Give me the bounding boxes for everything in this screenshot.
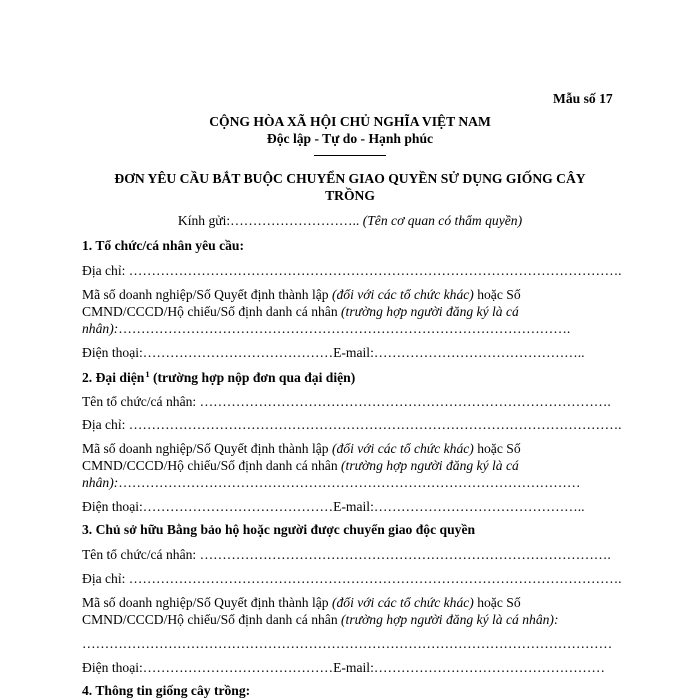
header-divider (314, 155, 386, 156)
form-title-line1: ĐƠN YÊU CẦU BẮT BUỘC CHUYỂN GIAO QUYỀN SỬ DỤNG GIỐNG CÂY (114, 171, 586, 186)
recipient-line (0, 213, 700, 229)
section3-phone-email: Điện thoại:……………………………………E-mail:…………………………………………… (82, 660, 605, 675)
section3-id-line2-text: CMND/CCCD/Hộ chiếu/Số định danh cá nhân (82, 612, 342, 627)
section2-id-line1-text: Mã số doanh nghiệp/Số Quyết định thành lập (82, 441, 332, 456)
section2-name: Tên tổ chức/cá nhân: ………………………………………………………………………………. (82, 394, 611, 409)
section1-id-dots: ………………………………………………………………………………………. (118, 321, 571, 336)
section1-id-line2-text: CMND/CCCD/Hộ chiếu/Số định danh cá nhân (82, 304, 342, 319)
section2-heading-rest: (trường hợp nộp đơn qua đại diện) (149, 370, 356, 385)
section3-name: Tên tổ chức/cá nhân: ………………………………………………………………………………. (82, 547, 611, 562)
section1-id-line1-end: hoặc Số (473, 287, 521, 302)
section2-heading-text: 2. Đại diện (82, 370, 145, 385)
recipient-label: Kính gửi:……………………….. (177, 213, 363, 228)
section2-id-line3-note: nhân): (82, 475, 119, 490)
section2-id-line2 (82, 458, 519, 474)
section1-id-line1-text: Mã số doanh nghiệp/Số Quyết định thành lập (82, 287, 332, 302)
national-motto: Độc lập - Tự do - Hạnh phúc (266, 131, 434, 146)
section3-id-line2 (82, 612, 558, 628)
section3-id-line1-end: hoặc Số (473, 595, 521, 610)
section3-address: Địa chỉ: ………………………………………………………………………………………………. (82, 571, 622, 586)
section1-id-line2 (82, 304, 519, 320)
section3-id-line2-note: (trường hợp người đăng ký là cá nhân): (341, 612, 559, 627)
section1-id-line1-note: (đối với các tổ chức khác) (331, 287, 474, 302)
section1-phone-email: Điện thoại:……………………………………E-mail:……………………………………….. (82, 345, 585, 360)
form-title-line2: TRỒNG (325, 188, 375, 203)
section3-heading: 3. Chủ sở hữu Bằng bảo hộ hoặc người được chuyển giao độc quyền (82, 522, 476, 537)
section4-heading: 4. Thông tin giống cây trồng: (82, 683, 251, 698)
section2-id-line2-text: CMND/CCCD/Hộ chiếu/Số định danh cá nhân (82, 458, 342, 473)
section1-id-line3 (82, 321, 570, 337)
footnote-marker: 1 (145, 369, 150, 379)
section2-id-dots: ………………………………………………………………………………………… (118, 475, 581, 490)
section2-id-line1 (82, 441, 521, 457)
national-title: CỘNG HÒA XÃ HỘI CHỦ NGHĨA VIỆT NAM (209, 114, 491, 129)
section2-heading (82, 369, 355, 386)
section1-id-line1 (82, 287, 521, 303)
section2-address: Địa chỉ: ………………………………………………………………………………………………. (82, 417, 622, 432)
section3-id-line1-note: (đối với các tổ chức khác) (331, 595, 474, 610)
section2-id-line1-note: (đối với các tổ chức khác) (331, 441, 474, 456)
form-number: Mẫu số 17 (553, 91, 613, 106)
section1-address: Địa chỉ: ………………………………………………………………………………………………. (82, 263, 622, 278)
section3-id-line1 (82, 595, 521, 611)
section2-id-line3 (82, 475, 580, 491)
section1-id-line2-note: (trường hợp người đăng ký là cá (341, 304, 519, 319)
section3-dots-line: ……………………………………………………………………………………………………… (82, 636, 613, 651)
section2-id-line2-note: (trường hợp người đăng ký là cá (341, 458, 519, 473)
section3-id-line1-text: Mã số doanh nghiệp/Số Quyết định thành lập (82, 595, 332, 610)
section2-phone-email: Điện thoại:……………………………………E-mail:……………………………………….. (82, 499, 585, 514)
recipient-note: (Tên cơ quan có thẩm quyền) (362, 213, 523, 228)
section2-id-line1-end: hoặc Số (473, 441, 521, 456)
section1-id-line3-note: nhân): (82, 321, 119, 336)
section1-heading: 1. Tổ chức/cá nhân yêu cầu: (82, 238, 244, 253)
